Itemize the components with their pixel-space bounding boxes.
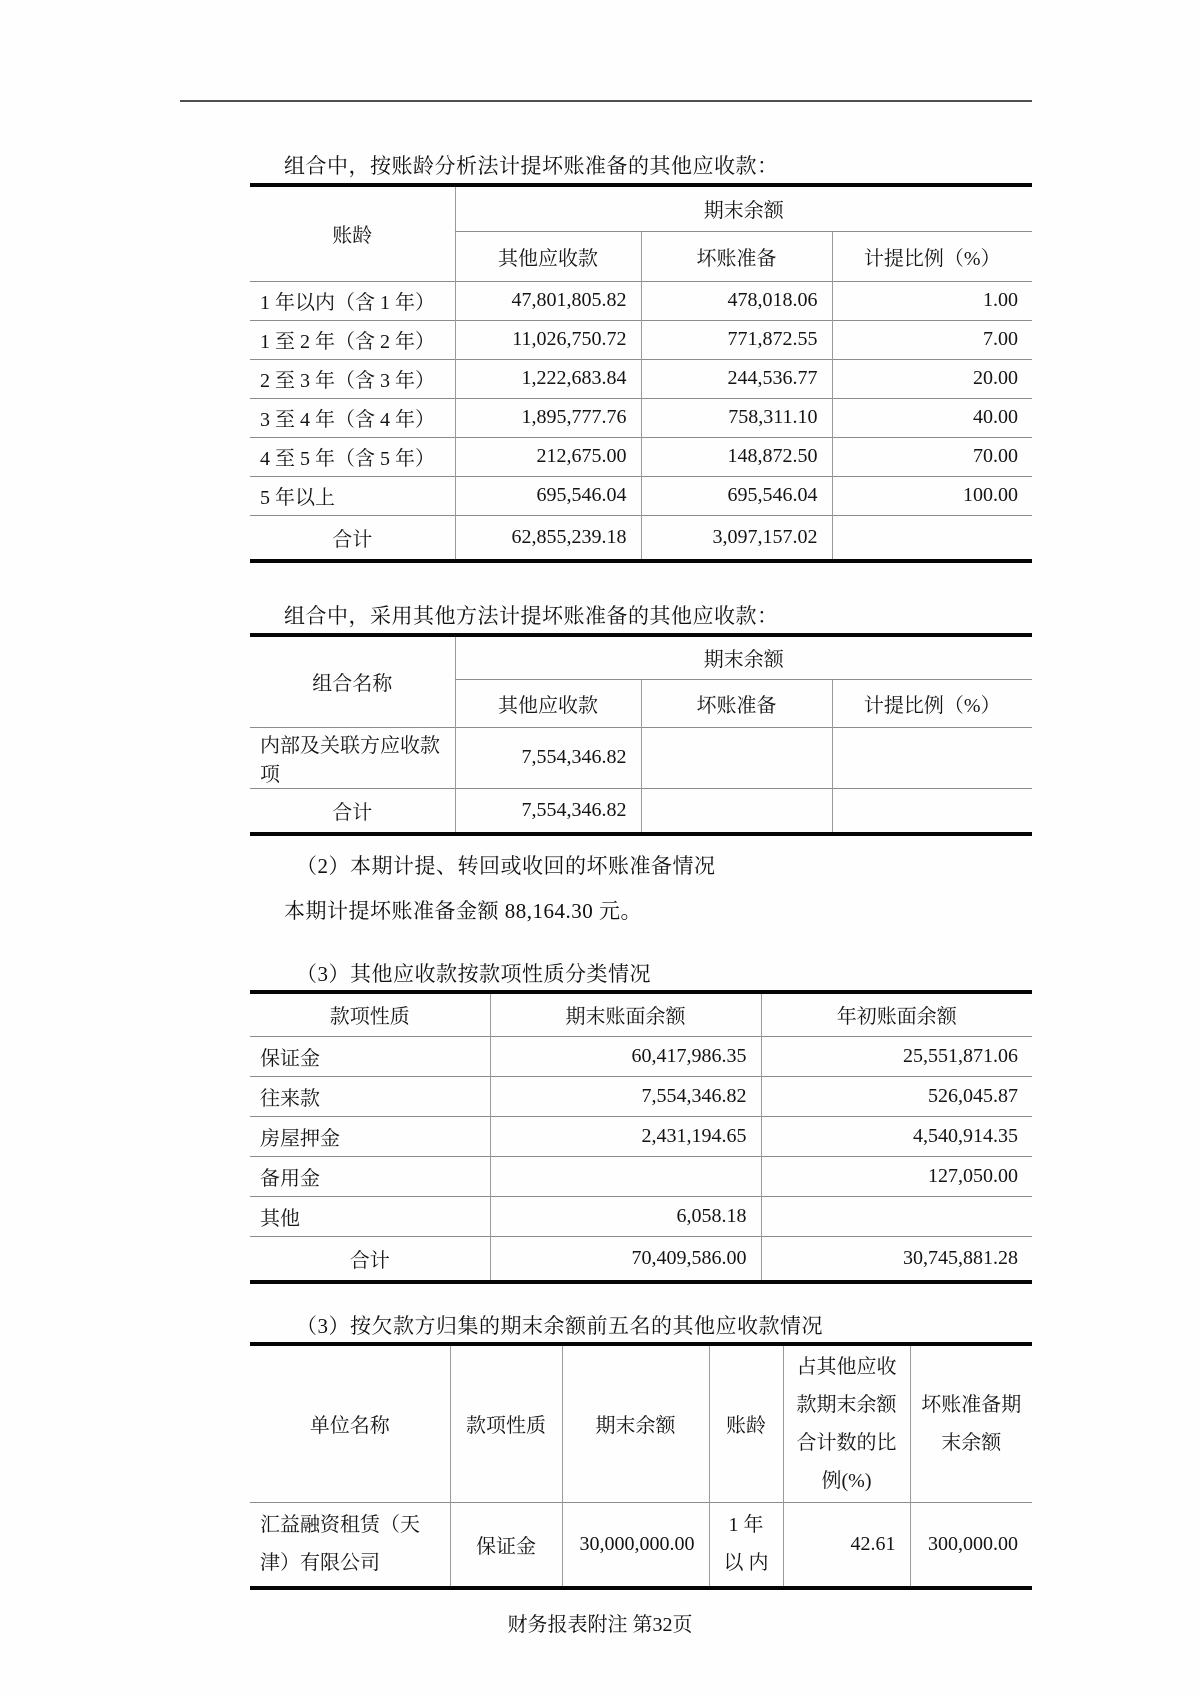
closing-balance-header: 期末账面余额 — [490, 992, 761, 1036]
provision-cell: 771,872.55 — [641, 320, 832, 359]
total-row — [250, 788, 1032, 834]
aging-header: 账龄 — [709, 1344, 783, 1502]
page-footer: 财务报表附注 第32页 — [507, 1614, 693, 1636]
aging-label-cell: 5 年以上 — [250, 476, 455, 515]
closing-balance-group-header: 期末余额 — [455, 185, 1032, 231]
total-closing-cell: 70,409,586.00 — [490, 1236, 761, 1282]
table-row — [250, 1036, 1032, 1076]
portfolio-label-cell: 内部及关联方应收款项 — [250, 727, 455, 788]
ratio-cell — [832, 727, 1032, 788]
provision-cell: 695,546.04 — [641, 476, 832, 515]
total-provision-cell — [641, 788, 832, 834]
nature-header: 款项性质 — [450, 1344, 562, 1502]
table-row — [250, 398, 1032, 437]
provision-header: 坏账准备期末余额 — [910, 1344, 1032, 1502]
nature-classification-table — [250, 990, 1032, 1284]
portfolio-name-header: 组合名称 — [312, 673, 393, 696]
amount-cell: 1,222,683.84 — [455, 359, 641, 398]
entity-name-header: 单位名称 — [309, 1415, 390, 1438]
balance-cell: 30,000,000.00 — [562, 1502, 709, 1588]
other-receivables-header: 其他应收款 — [455, 679, 641, 727]
nature-label-cell: 保证金 — [250, 1036, 490, 1076]
aging-section-title: 组合中，按账龄分析法计提坏账准备的其他应收款： — [284, 154, 779, 178]
table-header-row — [250, 185, 1032, 231]
table-row — [250, 1156, 1032, 1196]
top-five-table — [250, 1342, 1032, 1590]
table-header-row — [250, 635, 1032, 679]
ratio-cell: 1.00 — [832, 281, 1032, 320]
ratio-cell: 20.00 — [832, 359, 1032, 398]
top-five-section-title: （3）按欠款方归集的期末余额前五名的其他应收款情况 — [296, 1314, 823, 1338]
closing-cell: 6,058.18 — [490, 1196, 761, 1236]
entity-name-cell: 汇益融资租赁（天津）有限公司 — [250, 1502, 450, 1588]
table-row — [250, 320, 1032, 359]
provision-heading: （2）本期计提、转回或收回的坏账准备情况 — [296, 854, 716, 878]
table-row — [250, 359, 1032, 398]
closing-cell: 2,431,194.65 — [490, 1116, 761, 1156]
aging-analysis-table — [250, 183, 1032, 563]
other-method-section-title: 组合中，采用其他方法计提坏账准备的其他应收款： — [284, 604, 779, 628]
ratio-header: 占其他应收款期末余额合计数的比例(%) — [783, 1344, 910, 1502]
aging-label-cell: 1 至 2 年（含 2 年） — [250, 320, 455, 359]
aging-label-cell: 3 至 4 年（含 4 年） — [250, 398, 455, 437]
aging-label-cell: 4 至 5 年（含 5 年） — [250, 437, 455, 476]
aging-cell: 1 年以 内 — [709, 1502, 783, 1588]
nature-label-cell: 往来款 — [250, 1076, 490, 1116]
total-opening-cell: 30,745,881.28 — [761, 1236, 1032, 1282]
provision-cell — [641, 727, 832, 788]
amount-cell: 212,675.00 — [455, 437, 641, 476]
total-ratio-cell — [832, 788, 1032, 834]
table-row — [250, 1196, 1032, 1236]
ratio-cell: 70.00 — [832, 437, 1032, 476]
page-header-rule — [180, 100, 1032, 102]
provision-cell: 244,536.77 — [641, 359, 832, 398]
opening-cell: 127,050.00 — [761, 1156, 1032, 1196]
amount-cell: 1,895,777.76 — [455, 398, 641, 437]
total-amount-cell: 7,554,346.82 — [455, 788, 641, 834]
total-ratio-cell — [832, 515, 1032, 561]
bad-debt-provision-header: 坏账准备 — [641, 231, 832, 281]
provision-cell: 300,000.00 — [910, 1502, 1032, 1588]
ratio-cell: 100.00 — [832, 476, 1032, 515]
ratio-cell: 7.00 — [832, 320, 1032, 359]
amount-cell: 47,801,805.82 — [455, 281, 641, 320]
ratio-cell: 40.00 — [832, 398, 1032, 437]
closing-balance-group-header: 期末余额 — [455, 635, 1032, 679]
aging-label-cell: 1 年以内（含 1 年） — [250, 281, 455, 320]
provision-cell: 148,872.50 — [641, 437, 832, 476]
table-header-row — [250, 1344, 1032, 1502]
table-row — [250, 437, 1032, 476]
total-row — [250, 515, 1032, 561]
table-row — [250, 281, 1032, 320]
nature-label-cell: 备用金 — [250, 1156, 490, 1196]
provision-cell: 478,018.06 — [641, 281, 832, 320]
closing-cell — [490, 1156, 761, 1196]
opening-cell: 25,551,871.06 — [761, 1036, 1032, 1076]
total-label-cell: 合计 — [250, 515, 455, 561]
provision-body: 本期计提坏账准备金额 88,164.30 元。 — [284, 899, 642, 923]
other-method-table — [250, 633, 1032, 836]
amount-cell: 7,554,346.82 — [455, 727, 641, 788]
opening-balance-header: 年初账面余额 — [761, 992, 1032, 1036]
opening-cell — [761, 1196, 1032, 1236]
nature-section-title: （3）其他应收款按款项性质分类情况 — [296, 962, 651, 986]
bad-debt-provision-header: 坏账准备 — [641, 679, 832, 727]
nature-label-cell: 房屋押金 — [250, 1116, 490, 1156]
nature-cell: 保证金 — [450, 1502, 562, 1588]
nature-label-cell: 其他 — [250, 1196, 490, 1236]
provision-ratio-header: 计提比例（%） — [832, 231, 1032, 281]
closing-cell: 7,554,346.82 — [490, 1076, 761, 1116]
ratio-cell: 42.61 — [783, 1502, 910, 1588]
total-row — [250, 1236, 1032, 1282]
table-row — [250, 1116, 1032, 1156]
table-row — [250, 1502, 1032, 1588]
nature-header: 款项性质 — [329, 1006, 410, 1029]
total-provision-cell: 3,097,157.02 — [641, 515, 832, 561]
table-row — [250, 1076, 1032, 1116]
opening-cell: 4,540,914.35 — [761, 1116, 1032, 1156]
closing-cell: 60,417,986.35 — [490, 1036, 761, 1076]
total-label-cell: 合计 — [250, 1236, 490, 1282]
provision-cell: 758,311.10 — [641, 398, 832, 437]
table-row — [250, 727, 1032, 788]
table-row — [250, 476, 1032, 515]
amount-cell: 11,026,750.72 — [455, 320, 641, 359]
provision-ratio-header: 计提比例（%） — [832, 679, 1032, 727]
other-receivables-header: 其他应收款 — [455, 231, 641, 281]
aging-column-header: 账龄 — [332, 225, 373, 248]
table-header-row — [250, 992, 1032, 1036]
total-label-cell: 合计 — [250, 788, 455, 834]
aging-label-cell: 2 至 3 年（含 3 年） — [250, 359, 455, 398]
opening-cell: 526,045.87 — [761, 1076, 1032, 1116]
closing-balance-header: 期末余额 — [562, 1344, 709, 1502]
total-amount-cell: 62,855,239.18 — [455, 515, 641, 561]
amount-cell: 695,546.04 — [455, 476, 641, 515]
